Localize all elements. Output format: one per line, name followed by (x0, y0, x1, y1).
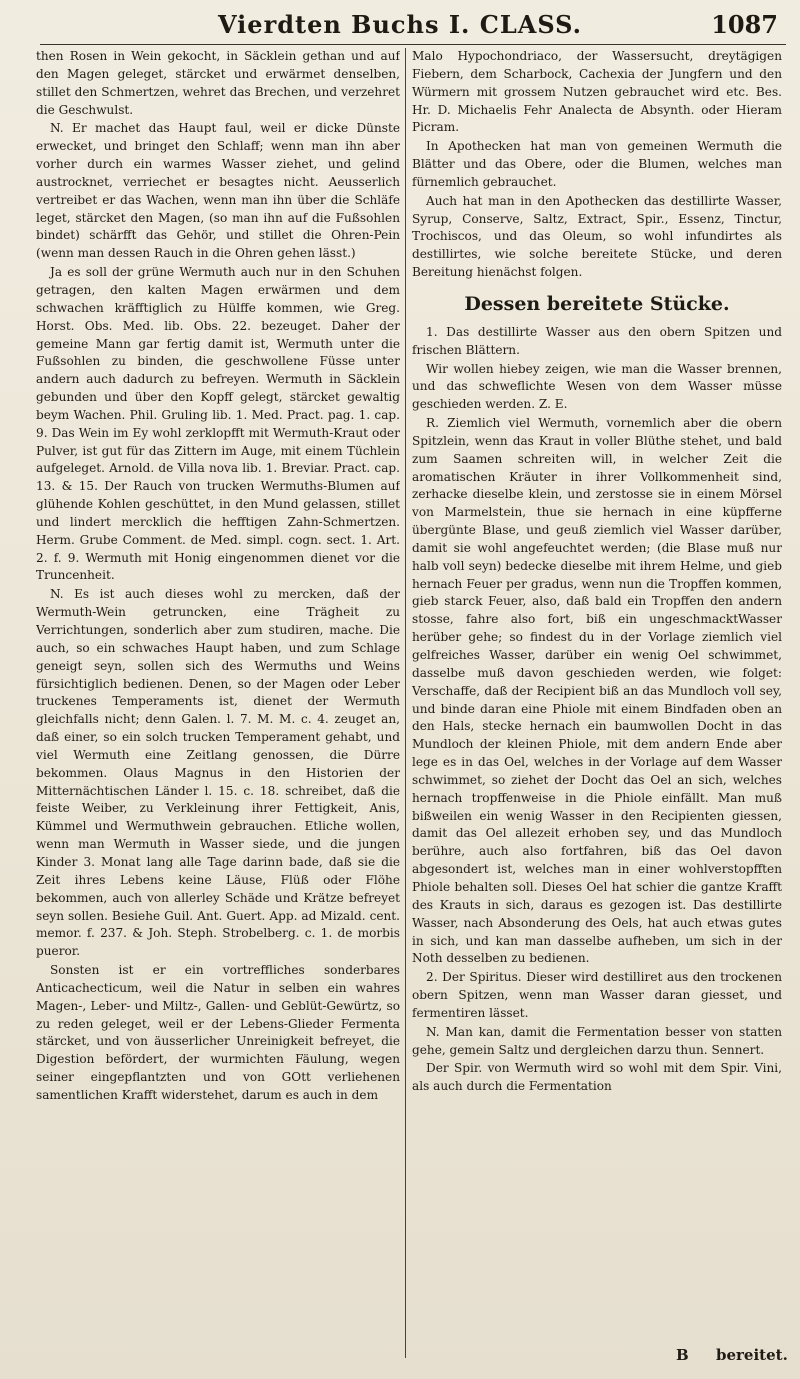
left-column (36, 48, 400, 1366)
paragraph: Wir wollen hiebey zeigen, wie man die Wasser brennen, und das schweflichte Wesen von dem Wasser müsse geschieden werden. Z. E. (412, 361, 782, 412)
page-header (0, 4, 800, 46)
paragraph: In Apothecken hat man von gemeinen Wermuth die Blätter und das Obere, oder die Blumen, welches man fürnemlich gebrauchet. (412, 139, 782, 189)
section-title: Dessen bereitete Stücke. (464, 292, 730, 315)
paragraph: Der Spir. von Wermuth wird so wohl mit dem Spir. Vini, als auch durch die Fermentation (412, 1061, 782, 1094)
paragraph: N. Es ist auch dieses wohl zu mercken, daß der Wermuth-Wein getruncken, eine Trägheit zu Verrichtungen, sonderlich aber zum studiren, mache. Die auch, so ein schwaches Haupt haben, und zum Schlage geneigt seyn, sollen sich des Wermuths und Weins fürsichtiglich bedienen. Denen, so der Magen oder Leber truckenes Temperaments ist, dienet der Wermuth gleichfalls nicht; denn Galen. l. 7. M. M. c. 4. zeuget an, daß einer, so ein solch trucken Temperament gehabt, und viel Wermuth eine Zeitlang genossen, die Dürre bekommen. Olaus Magnus in den Historien der Mitternächtischen Länder l. 15. c. 18. schreibet, daß die feiste Weiber, zu Verkleinung ihrer Fettigkeit, Anis, Kümmel und Wermuthwein gebrauchen. Etliche wollen, wenn man Wermuth in Wasser siede, und die jungen Kinder 3. Monat lang alle Tage darinn bade, daß sie die Zeit ihres Lebens keine Läuse, Flüß oder Flöhe bekommen, auch von allerley Schäde und Krätze befreyet seyn sollen. Besiehe Guil. Ant. Guert. App. ad Mizald. cent. memor. f. 237. & Joh. Steph. Strobelberg. c. 1. de morbis pueror. (36, 587, 400, 959)
paragraph: Auch hat man in den Apothecken das destillirte Wasser, Syrup, Conserve, Saltz, Extract, Spir., Essenz, Tinctur, Trochiscos, und das Oleum, so wohl infundirtes als destillirtes, wie solche bereitete Stücke, und deren Bereitung hienächst folgen. (412, 193, 782, 280)
running-head: Vierdten Buchs I. CLASS. (217, 10, 582, 39)
header-rule (40, 44, 786, 45)
paragraph: Sonsten ist er ein vortreffliches sonderbares Anticachecticum, weil die Natur in selben ein wahres Magen-, Leber- und Miltz-, Gallen- und Geblüt-Gewürtz, so zu reden geleget, weil er der Lebens-Glieder Fermenta stärcket, und von äusserlicher Unreinigkeit befreyet, die Digestion befördert, der wurmichten Fäulung, wegen seiner eingepflantzten und von GOtt verliehenen samentlichen Krafft widerstehet, darum es auch in dem (36, 963, 400, 1102)
paragraph: N. Er machet das Haupt faul, weil er dicke Dünste erwecket, und bringet den Schlaff; wenn man ihn aber vorher durch ein warmes Wasser ziehet, und gelind austrocknet, verriechet er besagtes nicht. Aeusserlich vertreibet er das Wachen, wenn man ihn über die Schläfe leget, stärcket den Magen, (so man ihn auf die Fußsohlen bindet) schärfft das Gehör, und stillet die Ohren-Pein (wenn man dessen Rauch in die Ohren gehen lässt.) (36, 121, 400, 261)
paragraph: 2. Der Spiritus. Dieser wird destilliret aus den trockenen obern Spitzen, wenn man Wasser daran giesset, und fermentiren lässet. (412, 970, 782, 1020)
signature-mark: B (676, 1346, 689, 1364)
paragraph: then Rosen in Wein gekocht, in Säcklein gethan und auf den Magen geleget, stärcket und erwärmet denselben, stillet den Schmertzen, wehret das Brechen, und verzehret die Geschwulst. (36, 49, 400, 117)
page-number: 1087 (711, 10, 778, 39)
paragraph: 1. Das destillirte Wasser aus den obern Spitzen und frischen Blättern. (412, 324, 782, 357)
paragraph: N. Man kan, damit die Fermentation besser von statten gehe, gemein Saltz und dergleichen darzu thun. Sennert. (412, 1024, 782, 1057)
paragraph: Ja es soll der grüne Wermuth auch nur in den Schuhen getragen, den kalten Magen erwärmen und dem schwachen kräfftiglich zu Hülffe kommen, wie Greg. Horst. Obs. Med. lib. Obs. 22. bezeuget. Daher der gemeine Mann gar fertig damit ist, Wermuth unter die Fußsohlen zu binden, die geschwollene Füsse unter andern auch dadurch zu befreyen. Wermuth in Säcklein gebunden und über den Kopff gelegt, stärcket gewaltig beym Wachen. Phil. Gruling lib. 1. Med. Pract. pag. 1. cap. 9. Das Wein im Ey wohl zerklopfft mit Wermuth-Kraut oder Pulver, ist gut für das Zittern im Auge, mit einem Tüchlein aufgeleget. Arnold. de Villa nova lib. 1. Breviar. Pract. cap. 13. & 15. Der Rauch von trucken Wermuths-Blumen auf glühende Kohlen geschüttet, in den Mund gelassen, stillet und lindert mercklich die hefftigen Zahn-Schmertzen. Herm. Grube Comment. de Med. simpl. cogn. sect. 1. Art. 2. f. 9. Wermuth mit Honig eingenommen dienet vor die Truncenheit. (36, 265, 400, 583)
column-divider (405, 48, 406, 1358)
paragraph: R. Ziemlich viel Wermuth, vornemlich aber die obern Spitzlein, wenn das Kraut in voller Blüthe stehet, und bald zum Saamen schreiten will, in welcher Zeit die aromatischen Kräuter in ihrer Vollkommenheit sind, zerhacke dieselbe klein, und zerstosse sie in einem Mörsel von Marmelstein, thue sie hernach in eine küpfferne übergünte Blase, und geuß ziemlich viel Wasser darüber, damit sie wohl angefeuchtet werden; (die Blase muß nur halb voll seyn) bedecke dieselbe mit ihrem Helme, und gieb hernach Feuer per gradus, wenn nun die Tropffen kommen, gieb starck Feuer, also, daß bald ein Tropffen den andern stosse, fahre also fort, biß ein ungeschmacktWasser herüber gehe; so findest du in der Vorlage ziemlich viel gelfreiches Wasser, darüber ein wenig Oel schwimmet, dasselbe muß davon geschieden werden, wie folget: Verschaffe, daß der Recipient biß an das Mundloch voll sey, und binde daran eine Phiole mit einem Bindfaden oben an den Hals, stecke hernach ein baumwollen Docht in das Mundloch der kleinen Phiole, mit dem andern Ende aber lege es in das Oel, welches in der Vorlage auf dem Wasser schwimmet, so ziehet der Docht das Oel an sich, welches hernach tropffenweise in die Phiole einfällt. Man muß bißweilen ein wenig Wasser in den Recipienten giessen, damit das Oel allezeit erhoben sey, und das Mundloch berühre, auch also fortfahren, biß das Oel davon abgesondert ist, welches man in einer wohlverstopfften Phiole behalten soll. Dieses Oel hat schier die gantze Krafft des Krauts in sich, daraus es gezogen ist. Das destillirte Wasser, nach Absonderung des Oels, hat auch etwas gutes in sich, und kan man dasselbe aufheben, um sich in der Noth desselben zu bedienen. (412, 416, 782, 966)
right-column (412, 48, 782, 1366)
catchword: bereitet. (716, 1346, 788, 1364)
paragraph: Malo Hypochondriaco, der Wassersucht, dreytägigen Fiebern, dem Scharbock, Cachexia der Jungfern und den Würmern mit grossem Nutzen gebrauchet wird etc. Bes. Hr. D. Michaelis Fehr Analecta de Absynth. oder Hieram Picram. (412, 49, 782, 135)
